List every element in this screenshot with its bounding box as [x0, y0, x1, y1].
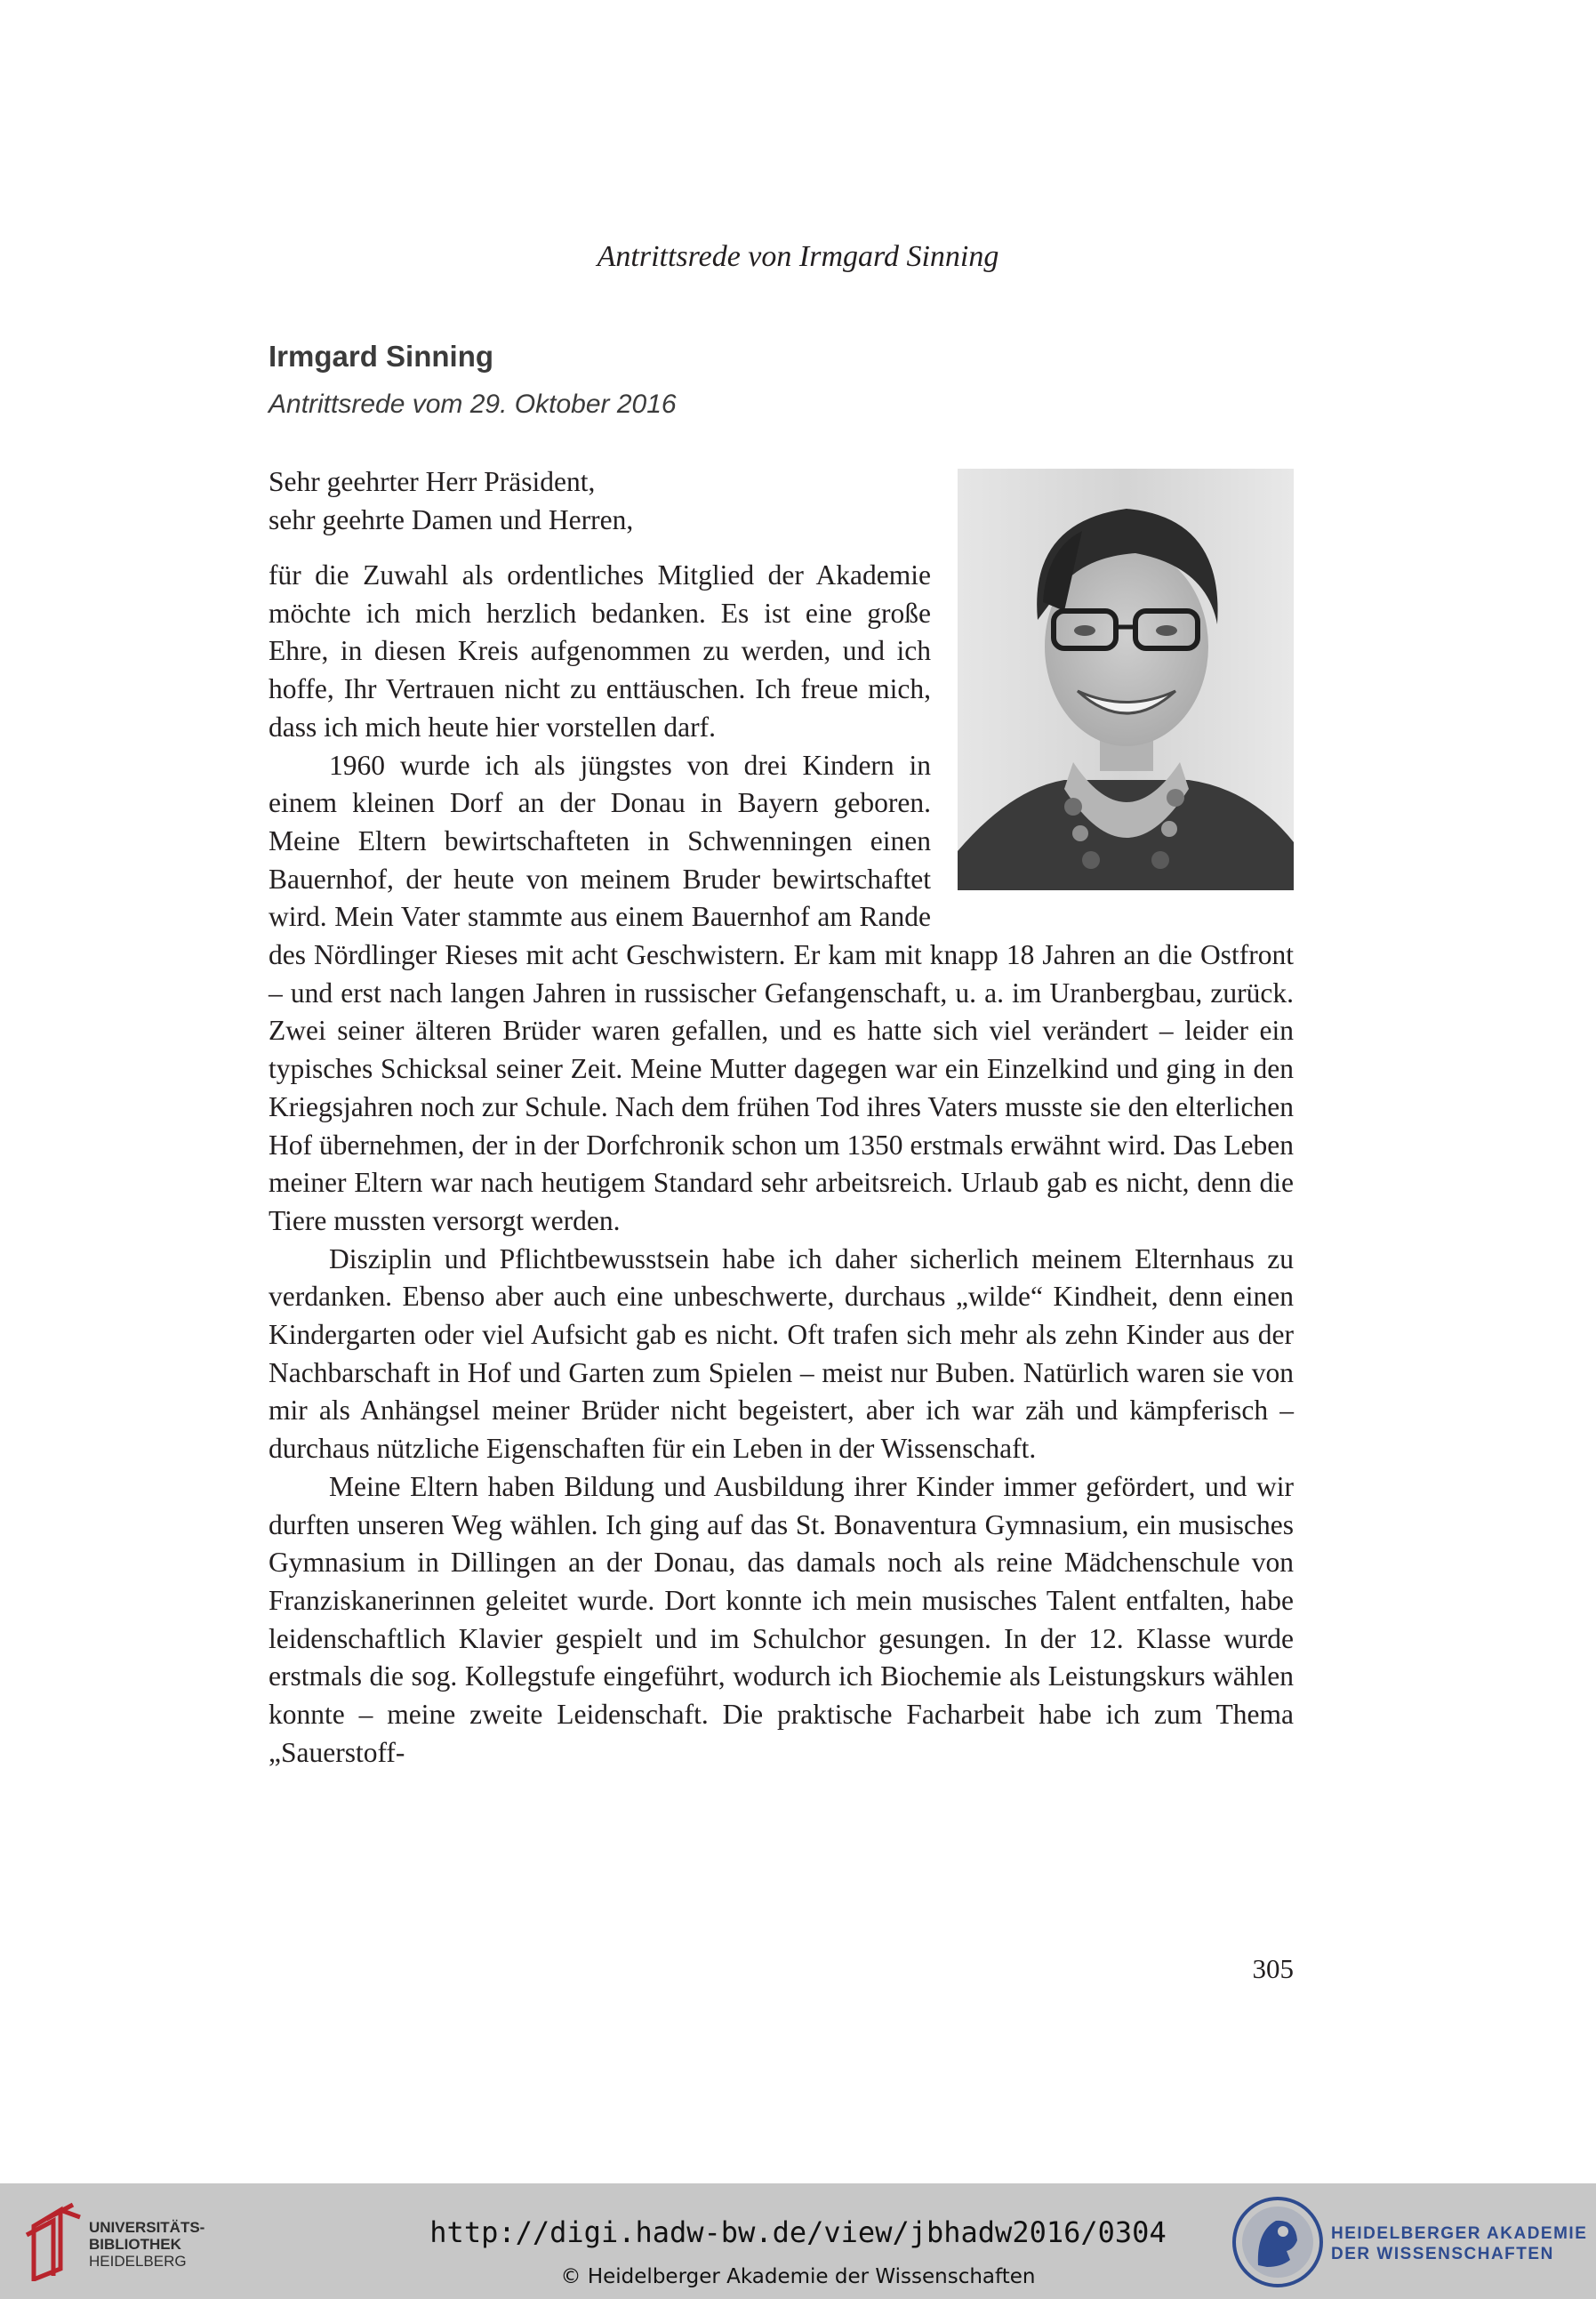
copyright-notice: © Heidelberger Akademie der Wissenschaften: [560, 2265, 1036, 2288]
body-paragraph: Meine Eltern haben Bildung und Ausbildung ihrer Kinder immer gefördert, und wir durften unseren Weg wählen. Ich ging auf das St. Bonaventura Gymnasium, ein musisches Gymnasium in Dillingen an der Donau, das damals noch als reine Mädchenschule von Franziskanerinnen geleitet wurde. Dort konnte ich mein musisches Talent entfalten, habe leidenschaftlich Klavier gespielt und im Schulchor gesungen. In der 12. Klasse wurde erstmals die sog. Kollegstufe eingeführt, wodurch ich Biochemie als Leistungskurs wählen konnte – meine zweite Leidenschaft. Die praktische Facharbeit habe ich zum Thema „Sauerstoff-: [269, 1470, 1294, 1768]
body-paragraph: Disziplin und Pflichtbewusstsein habe ich daher sicherlich meinem Elternhaus zu verdanken. Ebenso aber auch eine unbeschwerte, durchaus „wilde“ Kindheit, denn einen Kindergarten oder viel Aufsicht gab es nicht. Oft trafen sich mehr als zehn Kinder aus der Nachbarschaft in Hof und Garten zum Spielen – meist nur Buben. Natürlich waren sie von mir als Anhängsel meiner Brüder nicht begeistert, aber ich war zäh und kämpferisch – durchaus nützliche Eigenschaften für ein Leben in der Wissenschaft.: [269, 1242, 1294, 1465]
speech-subtitle: Antrittsrede vom 29. Oktober 2016: [269, 390, 677, 419]
library-name: UNIVERSITÄTS- BIBLIOTHEK HEIDELBERG: [89, 2219, 205, 2270]
photo-spacer: [931, 557, 1294, 935]
source-url[interactable]: http://digi.hadw-bw.de/view/jbhadw2016/0304: [429, 2215, 1167, 2249]
salutation-line: Sehr geehrter Herr Präsident,: [269, 466, 596, 497]
running-head: Antrittsrede von Irmgard Sinning: [597, 240, 999, 273]
body-paragraph: für die Zuwahl als ordentliches Mitglied der Akademie möchte ich mich herzlich bedanken. Es ist eine große Ehre, in diesen Kreis aufgenommen zu werden, und ich hoffe, Ihr Vertrauen nicht zu enttäuschen. Ich freue mich, dass ich mich heute hier vorstellen darf.: [269, 559, 931, 743]
salutation-line: sehr geehrte Damen und Herren,: [269, 504, 634, 535]
footer-bar: [0, 2183, 1596, 2299]
body-text: [269, 557, 1294, 1772]
page-number: 305: [1252, 1953, 1294, 1984]
author-name: Irmgard Sinning: [269, 340, 494, 373]
body-paragraph: 1960 wurde ich als jüngstes von drei Kindern in einem kleinen Dorf an der Donau in Bayern geboren. Meine Eltern bewirtschafteten in Schwenningen einen Bauernhof, der heute von meinem Bruder bewirtschaftet wird. Mein Vater stammte aus einem Bauernhof am Rande des Nördlinger Rieses mit acht Geschwistern. Er kam mit knapp 18 Jahren an die Ostfront – und erst nach langen Jahren in russischer Gefangenschaft, u. a. im Uranbergbau, zurück. Zwei seiner älteren Brüder waren gefallen, und es hatte sich viel verändert – leider ein typisches Schicksal seiner Zeit. Meine Mutter dagegen war ein Einzelkind und ging in den Kriegsjahren noch zur Schule. Nach dem frühen Tod ihres Vaters musste sie den elterlichen Hof übernehmen, der in der Dorfchronik schon um 1350 erstmals erwähnt wird. Das Leben meiner Eltern war nach heutigem Standard sehr arbeitsreich. Urlaub gab es nicht, denn die Tiere mussten versorgt werden.: [269, 749, 1294, 1236]
academy-name: HEIDELBERGER AKADEMIE DER WISSENSCHAFTEN: [1331, 2224, 1588, 2263]
salutation: [269, 462, 633, 539]
academy-seal-icon: [1231, 2196, 1324, 2288]
